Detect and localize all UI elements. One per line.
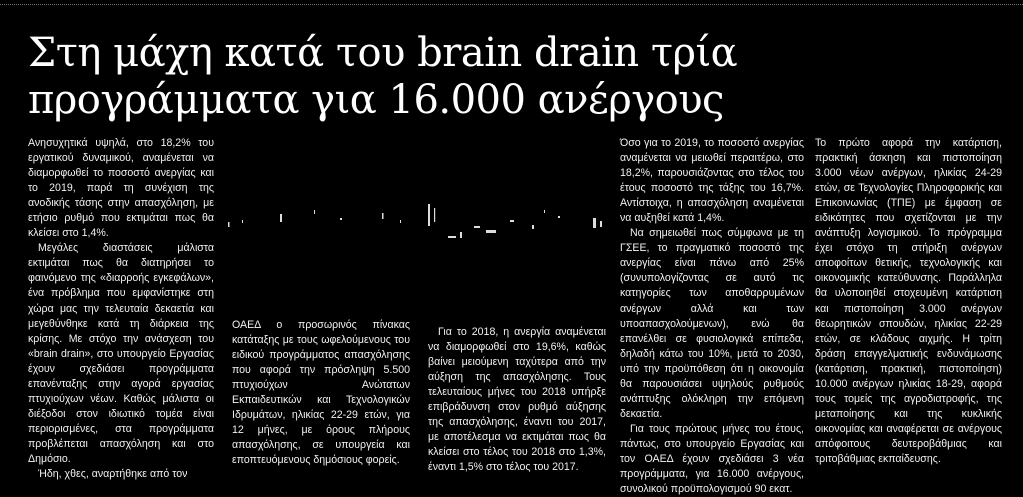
paragraph: Μεγάλες διαστάσεις μάλιστα εκτιμάται πως θα διατηρήσει το φαινόμενο της «διαρροής εγκεφάλων», ένα πρόβλημα που εμφανίστηκε στη χώρα μας την τελευταία δεκαετία και μεγεθύνθηκε κατά τη διάρκεια της κρίσης. Με στόχο την ανάσχεση του «brain drain», στο υπουργείο Εργασίας έχουν σχεδιάσει προγράμματα επανένταξης στην αγορά εργασίας πτυχιούχων νέων. Καθώς μάλιστα οι διέξοδοι στον ιδιωτικό τομέα είναι περιορισμένες, στα προγράμματα προβλέπεται απασχόληση και στο Δημόσιο. xyxy=(28,242,214,465)
top-rule xyxy=(0,4,1023,5)
article-column-5 xyxy=(815,136,1002,467)
paragraph: Το πρώτο αφορά την κατάρτιση, πρακτική άσκηση και πιστοποίηση 3.000 νέων ανέργων, ηλικίας 24-29 ετών, σε Τεχνολογίες Πληροφορικής και Επικοινωνίας (ΤΠΕ) με έμφαση σε ειδικότητες που σχετίζονται με την ανάπτυξη λογισμικού. Το πρόγραμμα έχει στόχο τη στήριξη ανέργων αποφοίτων θετικής, τεχνολογικής και οικονομικής κατεύθυνσης. Παράλληλα θα υλοποιηθεί στοχευμένη κατάρτιση και πιστοποίηση 3.000 ανέργων θεωρητικών σπουδών, ηλικίας 22-29 ετών, σε κλάδους αιχμής. Η τρίτη δράση επαγγελματικής ενδυνάμωσης (κατάρτιση, πρακτική, πιστοποίηση) 10.000 ανέργων ηλικίας 18-29, αφορά τους τομείς της αγροδιατροφής, της μεταποίησης και της κυκλικής οικονομίας και αναφέρεται σε ανέργους απόφοιτους δευτεροβάθμιας και τριτοβάθμιας εκπαίδευσης. xyxy=(815,137,1002,465)
paragraph: Ήδη, χθες, αναρτήθηκε από τον xyxy=(38,468,188,481)
article-column-2 xyxy=(232,318,410,468)
paragraph: ΟΑΕΔ ο προσωρινός πίνακας κατάταξης με τους ωφελούμενους του ειδικού προγράμματος απασχόλησης που αφορά την πρόσληψη 5.500 πτυχιούχων Ανώτατων Εκπαιδευτικών και Τεχνολογικών Ιδρυμάτων, ηλικίας 22-29 ετών, για 12 μήνες, με όρους πλήρους απασχόλησης, σε υπουργεία και εποπτευόμενους δημόσιους φορείς. xyxy=(232,319,410,467)
paragraph: Για τους πρώτους μήνες του έτους, πάντως, στο υπουργείο Εργασίας και τον ΟΑΕΔ έχουν σχεδιάσει 3 νέα προγράμματα, για 16.000 ανέργους, συνολικού προϋπολογισμού 90 εκατ. xyxy=(620,422,804,496)
article-column-1 xyxy=(28,136,214,482)
paragraph: Όσο για το 2019, το ποσοστό ανεργίας αναμένεται να μειωθεί περαιτέρω, στο 18,2%, παρουσιάζοντας στο τέλος του έτους ποσοστό της τάξης του 16,7%. Αντίστοιχα, η απασχόληση αναμένεται να αυξηθεί κατά 1,4%. xyxy=(620,137,804,225)
paragraph: Για το 2018, η ανεργία αναμένεται να διαμορφωθεί στο 19,6%, καθώς βαίνει μειούμενη ταχύτερα από την αύξηση της απασχόλησης. Τους τελευταίους μήνες του 2018 υπήρξε επιβράδυνση στον ρυθμό αύξησης της απασχόλησης, έναντι του 2017, με αποτέλεσμα να εκτιμάται πως θα κλείσει στο τέλος του 2018 στο 1,3%, έναντι 1,5% στο τέλος του 2017. xyxy=(428,326,606,474)
paragraph: Να σημειωθεί πως σύμφωνα με τη ΓΣΕΕ, το πραγματικό ποσοστό της ανεργίας είναι πάνω από 25% (συνυπολογίζοντας σε αυτό τις κατηγορίες των αποθαρρυμένων ανέργων αλλά και των υποαπασχολούμενων), ενώ θα επανέλθει σε φυσιολογικά επίπεδα, δηλαδή κάτω του 10%, μετά το 2030, υπό την προϋπόθεση ότι η οικονομία θα παρουσιάσει υψηλούς ρυθμούς ανάπτυξης ολόκληρη την επόμενη δεκαετία. xyxy=(620,227,804,420)
article-column-3 xyxy=(428,325,606,475)
article-photo xyxy=(222,180,612,300)
article-headline: Στη μάχη κατά του brain drain τρία προγράμματα για 16.000 ανέργους xyxy=(28,30,738,123)
paragraph: Ανησυχητικά υψηλά, στο 18,2% του εργατικού δυναμικού, αναμένεται να διαμορφωθεί το ποσοστό ανεργίας και το 2019, παρά τη συνέχιση της ανοδικής τάσης στην απασχόληση, με ετήσιο ρυθμό που εκτιμάται πως θα κλείσει στο 1,4%. xyxy=(28,137,214,240)
article-column-4 xyxy=(620,136,804,497)
